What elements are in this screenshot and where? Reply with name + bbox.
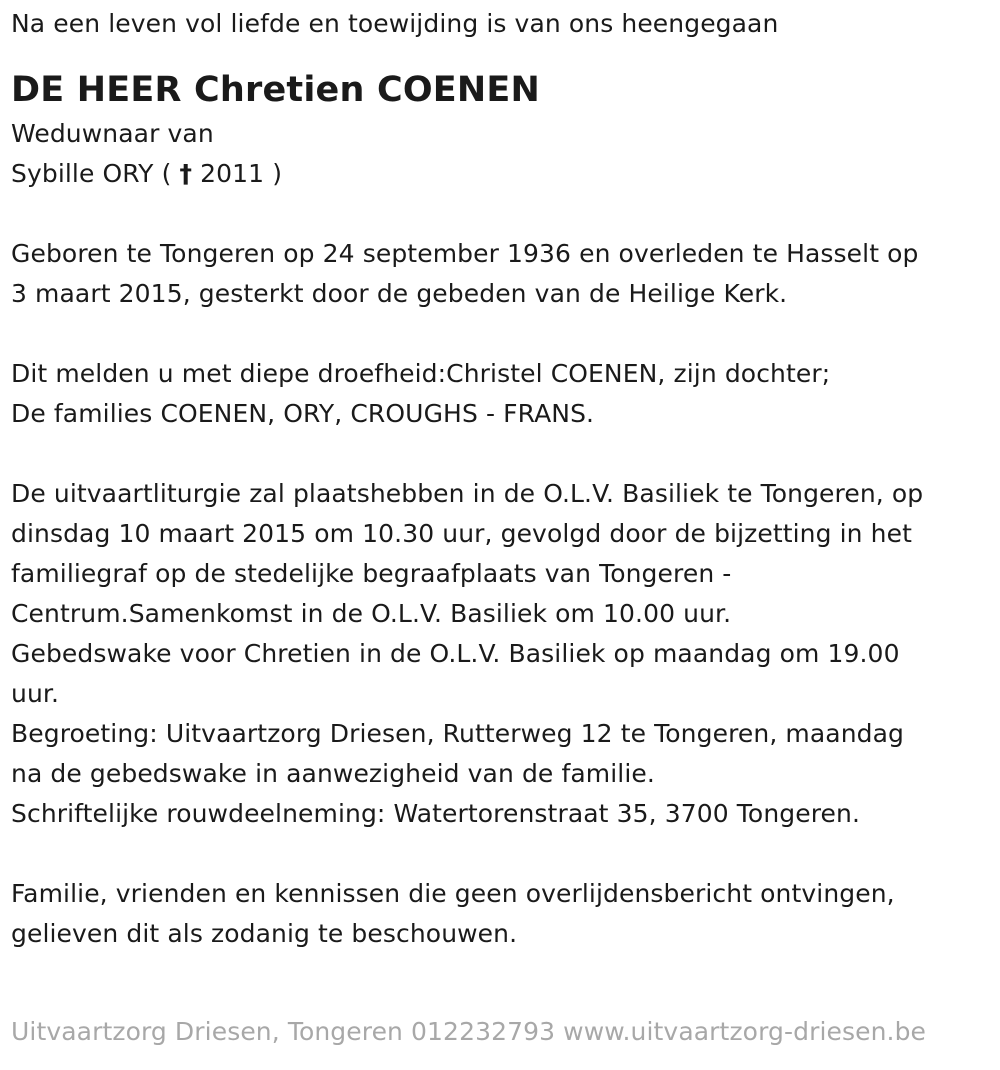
funeral-line: uur. bbox=[11, 679, 60, 708]
funeral-line: Schriftelijke rouwdeelneming: Watertorenstraat 35, 3700 Tongeren. bbox=[11, 799, 861, 828]
deceased-name: DE HEER Chretien COENEN bbox=[11, 70, 541, 110]
birth-line: 3 maart 2015, gesterkt door de gebeden van de Heilige Kerk. bbox=[11, 279, 788, 308]
spouse-name-prefix: Sybille ORY ( bbox=[11, 159, 180, 188]
obituary-notice bbox=[11, 4, 986, 954]
funeral-line: Gebedswake voor Chretien in de O.L.V. Basiliek op maandag om 19.00 bbox=[11, 639, 900, 668]
spouse-label: Weduwnaar van bbox=[11, 119, 214, 148]
family-line: Dit melden u met diepe droefheid:Christel COENEN, zijn dochter; bbox=[11, 359, 831, 388]
spouse-name-line bbox=[11, 154, 986, 194]
cross-icon: † bbox=[179, 159, 193, 188]
funeral-line: dinsdag 10 maart 2015 om 10.30 uur, gevolgd door de bijzetting in het bbox=[11, 519, 913, 548]
spacer bbox=[11, 834, 986, 874]
spacer bbox=[11, 434, 986, 474]
spacer bbox=[11, 314, 986, 354]
closing-line: gelieven dit als zodanig te beschouwen. bbox=[11, 919, 518, 948]
family-line: De families COENEN, ORY, CROUGHS - FRANS. bbox=[11, 399, 595, 428]
birth-line: Geboren te Tongeren op 24 september 1936 en overleden te Hasselt op bbox=[11, 239, 919, 268]
funeral-line: Begroeting: Uitvaartzorg Driesen, Rutterweg 12 te Tongeren, maandag bbox=[11, 719, 905, 748]
intro-text: Na een leven vol liefde en toewijding is van ons heengegaan bbox=[11, 9, 779, 38]
spacer bbox=[11, 194, 986, 234]
funeral-line: na de gebedswake in aanwezigheid van de familie. bbox=[11, 759, 655, 788]
spouse-name-suffix: 2011 ) bbox=[192, 159, 283, 188]
funeral-line: Centrum.Samenkomst in de O.L.V. Basiliek om 10.00 uur. bbox=[11, 599, 732, 628]
funeral-line: De uitvaartliturgie zal plaatshebben in de O.L.V. Basiliek te Tongeren, op bbox=[11, 479, 924, 508]
closing-line: Familie, vrienden en kennissen die geen overlijdensbericht ontvingen, bbox=[11, 879, 895, 908]
funeral-line: familiegraf op de stedelijke begraafplaats van Tongeren - bbox=[11, 559, 732, 588]
funeral-home-footer: Uitvaartzorg Driesen, Tongeren 012232793 www.uitvaartzorg-driesen.be bbox=[11, 1017, 927, 1046]
